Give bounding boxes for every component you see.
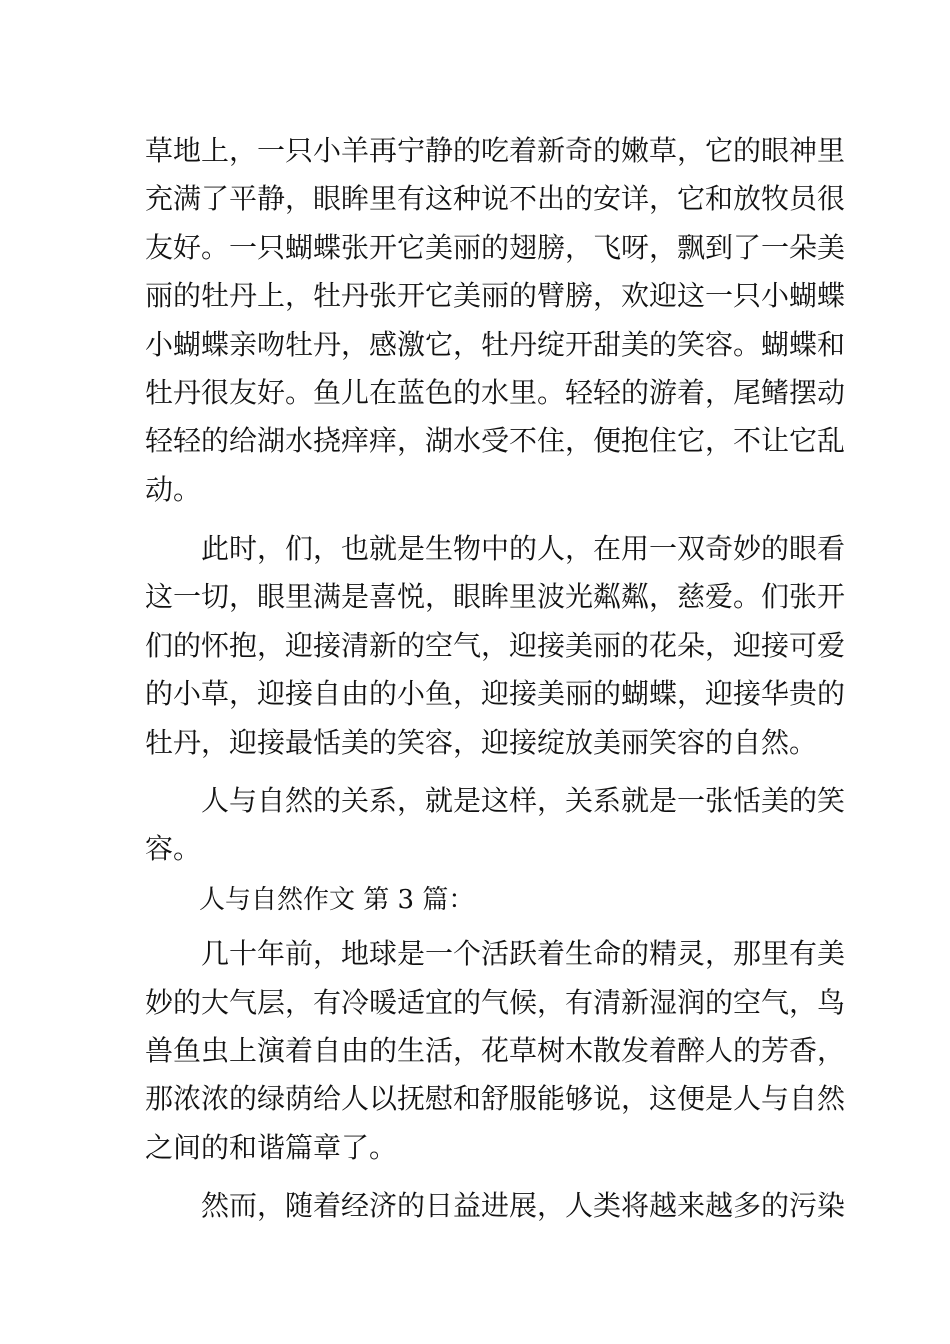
- paragraph-start-line: 此时，们，也就是生物中的人，在用一双奇妙的眼看: [201, 532, 846, 565]
- text-line: 动。: [145, 473, 202, 506]
- paragraph-start-line: 几十年前，地球是一个活跃着生命的精灵，那里有美: [201, 937, 846, 970]
- paragraph-start-line: 然而，随着经济的日益进展，人类将越来越多的污染: [201, 1189, 846, 1222]
- text-line: 轻轻的给湖水挠痒痒，湖水受不住，便抱住它，不让它乱: [145, 424, 846, 457]
- text-line: 丽的牡丹上，牡丹张开它美丽的臂膀，欢迎这一只小蝴蝶: [145, 279, 846, 312]
- text-line: 小蝴蝶亲吻牡丹，感激它，牡丹绽开甜美的笑容。蝴蝶和: [145, 328, 846, 361]
- text-line: 充满了平静，眼眸里有这种说不出的安详，它和放牧员很: [145, 182, 846, 215]
- paragraph-start-line: 人与自然的关系，就是这样，关系就是一张恬美的笑: [201, 784, 846, 817]
- text-line: 兽鱼虫上演着自由的生活，花草树木散发着醉人的芳香，: [145, 1034, 846, 1067]
- text-line: 友好。一只蝴蝶张开它美丽的翅膀，飞呀，飘到了一朵美: [145, 231, 846, 264]
- text-line: 妙的大气层，有冷暖适宜的气候，有清新湿润的空气，鸟: [145, 986, 846, 1019]
- text-line: 草地上，一只小羊再宁静的吃着新奇的嫩草，它的眼神里: [145, 134, 846, 167]
- text-line: 那浓浓的绿荫给人以抚慰和舒服能够说，这便是人与自然: [145, 1082, 846, 1115]
- text-line: 的小草，迎接自由的小鱼，迎接美丽的蝴蝶，迎接华贵的: [145, 677, 846, 710]
- text-line: 们的怀抱，迎接清新的空气，迎接美丽的花朵，迎接可爱: [145, 629, 846, 662]
- section-heading: 人与自然作文 第 3 篇：: [199, 885, 475, 915]
- text-line: 之间的和谐篇章了。: [145, 1131, 398, 1164]
- text-line: 牡丹，迎接最恬美的笑容，迎接绽放美丽笑容的自然。: [145, 726, 818, 759]
- text-line: 牡丹很友好。鱼儿在蓝色的水里。轻轻的游着，尾鳍摆动: [145, 376, 846, 409]
- text-line: 容。: [145, 832, 202, 865]
- text-line: 这一切，眼里满是喜悦，眼眸里波光粼粼，慈爱。们张开: [145, 580, 846, 613]
